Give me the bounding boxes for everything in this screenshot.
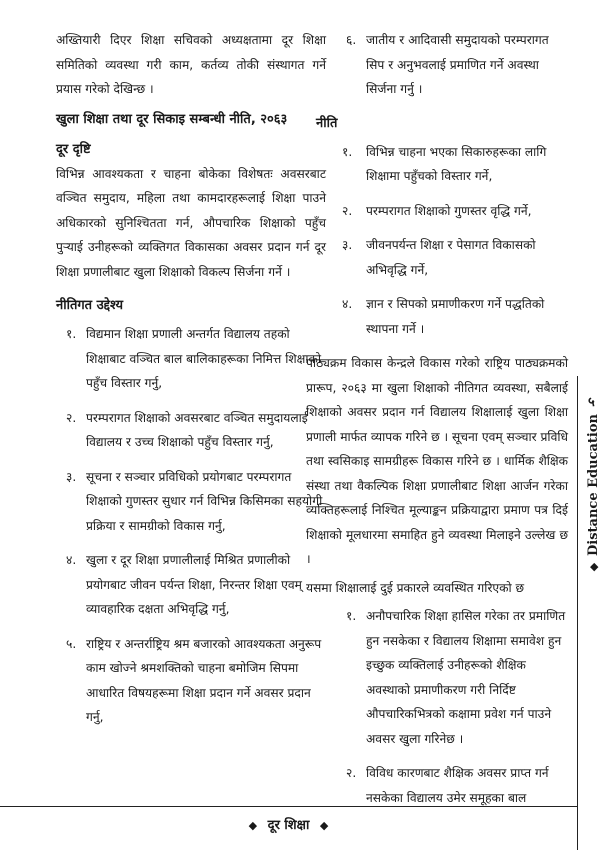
objectives-list: [56, 322, 326, 730]
types-list: [336, 604, 568, 810]
list-item: ४. ज्ञान र सिपको प्रमाणीकरण गर्ने पद्धतिको स्थापना गर्ने ।: [342, 297, 545, 336]
sidebar-divider: [577, 376, 578, 850]
list-item: ५. राष्ट्रिय र अन्तर्राष्ट्रिय श्रम बजारको आवश्यकता अनुरूप काम खोज्ने श्रमशक्तिको चाहना बमोजिम सिपमा आधारित विषयहरूमा शिक्षा प्रदान गर्ने अवसर प्रदान गर्नु,: [66, 636, 322, 724]
list-item: २. परम्परागत शिक्षाको अवसरबाट वञ्चित समुदायलाई विद्यालय र उच्च शिक्षाको पहुँच विस्तार गर्नु,: [66, 410, 308, 449]
left-column: [56, 28, 326, 740]
footer-divider: [0, 806, 577, 807]
diamond-icon: ◆: [248, 819, 258, 832]
diamond-icon: ◆: [590, 560, 599, 573]
list-item: ३. जीवनपर्यन्त शिक्षा र पेसागत विकासको अभिवृद्धि गर्ने,: [342, 238, 536, 277]
objectives-heading: नीतिगत उद्देश्य: [56, 298, 124, 313]
curriculum-paragraph: पाठ्यक्रम विकास केन्द्रले विकास गरेको राष्ट्रिय पाठ्यक्रमको प्रारूप, २०६३ मा खुला शिक्षाको नीतिगत व्यवस्था, सबैलाई शिक्षाको अवसर प्रदान गर्न विद्यालय शिक्षालाई खुला शिक्षा प्रणाली मार्फत व्यापक गरिने छ । सूचना एवम् सञ्चार प्रविधि तथा स्वसिकाइ सामग्रीहरू विकास गरिने छ । धार्मिक शैक्षिक संस्था तथा वैकल्पिक शिक्षा प्रणालीबाट शिक्षा आर्जन गरेका व्यक्तिहरूलाई निश्चित मूल्याङ्कन प्रक्रियाद्वारा प्रमाण पत्र दिई शिक्षाको मूलधारमा समाहित हुने व्यवस्था मिलाइने उल्लेख छ ।: [306, 356, 568, 566]
types-intro: यसमा शिक्षालाई दुई प्रकारले व्यवस्थित गरिएको छ: [306, 580, 525, 595]
list-item: १. विद्यमान शिक्षा प्रणाली अन्तर्गत विद्यालय तहको शिक्षाबाट वञ्चित बाल बालिकाहरूका निमित्त शिक्षाको पहुँच विस्तार गर्नु,: [66, 327, 322, 390]
list-item: १. विभिन्न चाहना भएका सिकारुहरूका लागि शिक्षामा पहुँचको विस्तार गर्ने,: [342, 144, 547, 183]
policy-heading: नीति: [316, 115, 338, 131]
intro-paragraph: अख्तियारी दिएर शिक्षा सचिवको अध्यक्षतामा दूर शिक्षा समितिको व्यवस्था गरी काम, कर्तव्य तोकी संस्थागत गर्ने प्रयास गरेको देखिन्छ ।: [56, 33, 326, 96]
list-item: ३. सूचना र सञ्चार प्रविधिको प्रयोगबाट परम्परागत शिक्षाको गुणस्तर सुधार गर्न विभिन्न किसिमका सहयोगी प्रक्रिया र सामग्रीको विकास गर्नु,: [66, 469, 323, 533]
right-column: [306, 28, 568, 820]
policy-section-heading: खुला शिक्षा तथा दूर सिकाइ सम्बन्धी नीति, २०६३: [56, 111, 288, 127]
objectives-list-continued: [336, 28, 568, 102]
page-number: ५: [588, 395, 595, 410]
diamond-icon: ◆: [319, 819, 329, 832]
footer-title: दूर शिक्षा: [267, 818, 310, 833]
running-header-label: Distance Education: [586, 414, 601, 556]
list-item: २. परम्परागत शिक्षाको गुणस्तर वृद्धि गर्ने,: [342, 203, 532, 218]
list-item: ६. जातीय र आदिवासी समुदायको परम्परागत सिप र अनुभवलाई प्रमाणित गर्ने अवस्था सिर्जना गर्नु ।: [346, 33, 549, 96]
policies-list: [336, 140, 568, 342]
list-item: १. अनौपचारिक शिक्षा हासिल गरेका तर प्रमाणित हुन नसकेका र विद्यालय शिक्षामा समावेश हुन इच्छुक व्यक्तिलाई उनीहरूको शैक्षिक अवस्थाको प्रमाणीकरण गरी निर्दिष्ट औपचारिकभित्रको कक्षामा प्रवेश गर्न पाउने अवसर खुला गरिनेछ ।: [346, 609, 566, 746]
vision-heading: दूर दृष्टि: [56, 141, 91, 157]
vision-paragraph: विभिन्न आवश्यकता र चाहना बोकेका विशेषतः अवसरबाट वञ्चित समुदाय, महिला तथा कामदारहरूलाई शिक्षा पाउने अधिकारको सुनिश्चितता गर्न, औपचारिक शिक्षाको पहुँच पुऱ्याई उनीहरूको व्यक्तिगत विकासका अवसर प्रदान गर्न दूर शिक्षा प्रणालीबाट खुला शिक्षाको विकल्प सिर्जना गर्ने ।: [56, 166, 326, 279]
list-item: ४. खुला र दूर शिक्षा प्रणालीलाई मिश्रित प्रणालीको प्रयोगबाट जीवन पर्यन्त शिक्षा, निरन्तर शिक्षा एवम् व्यावहारिक दक्षता अभिवृद्धि गर्नु,: [66, 553, 302, 616]
list-item: २. विविध कारणबाट शैक्षिक अवसर प्राप्त गर्न नसकेका विद्यालय उमेर समूहका बाल: [346, 766, 549, 805]
footer: [0, 815, 577, 833]
